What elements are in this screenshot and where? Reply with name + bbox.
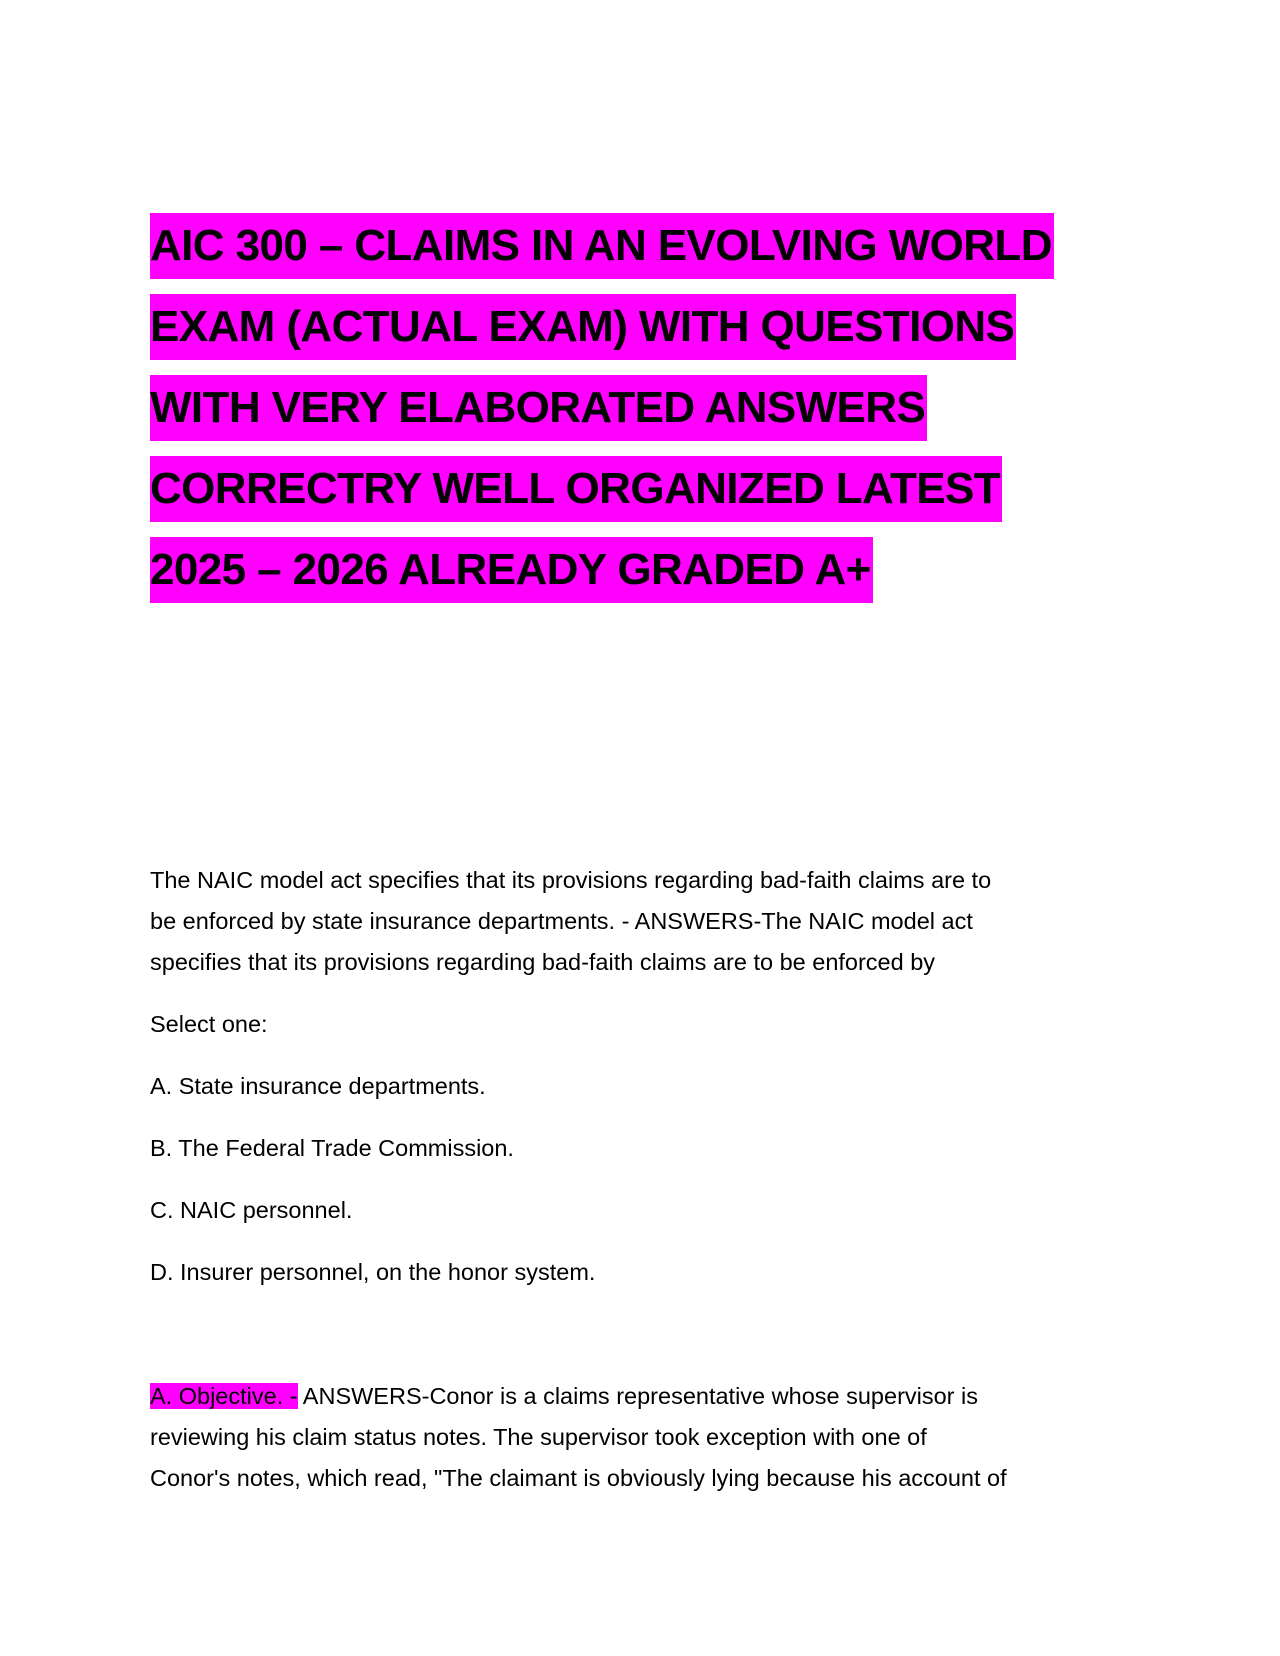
option-a: A. State insurance departments.: [150, 1073, 486, 1099]
select-one-prompt: Select one:: [150, 1011, 268, 1037]
question-2-paragraph: [150, 1376, 1130, 1499]
question-1-line-3: specifies that its provisions regarding bad-faith claims are to be enforced by: [150, 949, 936, 975]
title-line-5: 2025 – 2026 ALREADY GRADED A+: [150, 537, 873, 603]
option-d: D. Insurer personnel, on the honor system.: [150, 1259, 596, 1285]
option-c: C. NAIC personnel.: [150, 1197, 353, 1223]
question-2-line-3: Conor's notes, which read, "The claimant is obviously lying because his account of: [150, 1465, 1007, 1491]
highlighted-answer: A. Objective. -: [150, 1383, 298, 1409]
question-2-line-1: ANSWERS-Conor is a claims representative whose supervisor is: [297, 1383, 979, 1409]
document-title: [150, 208, 1130, 613]
option-b: B. The Federal Trade Commission.: [150, 1135, 514, 1161]
question-2-line-2: reviewing his claim status notes. The supervisor took exception with one of: [150, 1424, 927, 1450]
question-1-line-1: The NAIC model act specifies that its provisions regarding bad-faith claims are to: [150, 867, 992, 893]
title-line-3: WITH VERY ELABORATED ANSWERS: [150, 375, 927, 441]
title-line-1: AIC 300 – CLAIMS IN AN EVOLVING WORLD: [150, 213, 1054, 279]
title-line-2: EXAM (ACTUAL EXAM) WITH QUESTIONS: [150, 294, 1016, 360]
question-1-line-2: be enforced by state insurance departments. - ANSWERS-The NAIC model act: [150, 908, 973, 934]
title-line-4: CORRECTRY WELL ORGANIZED LATEST: [150, 456, 1002, 522]
question-1-paragraph: [150, 860, 1130, 983]
document-page: [150, 0, 1130, 1656]
